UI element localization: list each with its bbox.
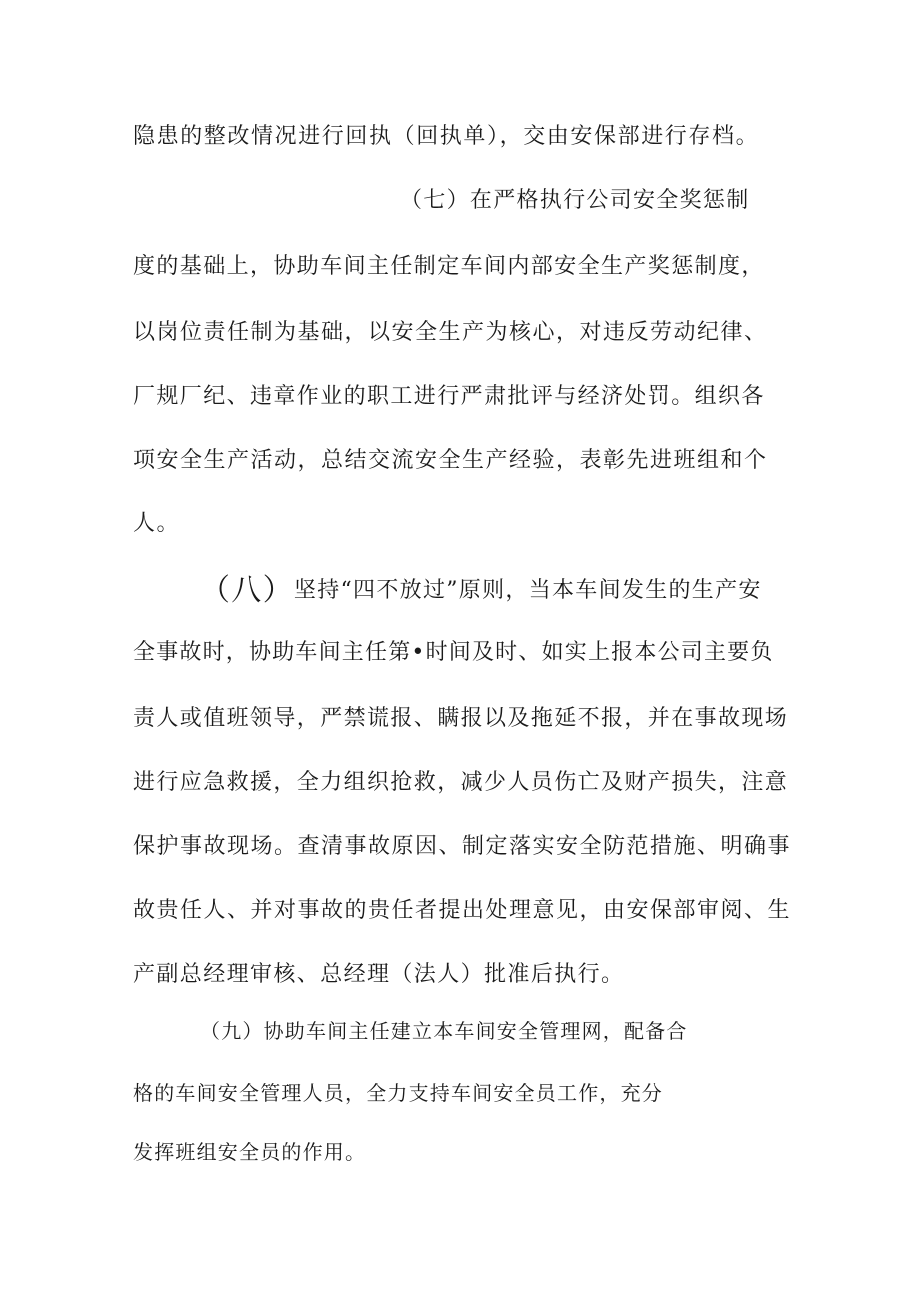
- paragraph-line: 进行应急救援，全力组织抢救，减少人员伤亡及财产损失，注意: [133, 770, 789, 795]
- paragraph-line: 全事故时，协助车间主任第•时间及时、如实上报本公司主要负: [133, 640, 774, 665]
- paragraph-line: 产副总经理审核、总经理（法人）批准后执行。: [133, 962, 625, 987]
- section-8-marker: （八）: [200, 573, 294, 608]
- paragraph-line: 隐患的整改情况进行回执（回执单），交由安保部进行存档。: [133, 124, 760, 149]
- paragraph-line: 保护事故现场。查清事故原因、制定落实安全防范措施、明确事: [133, 834, 792, 859]
- paragraph-line: 人。: [133, 511, 181, 536]
- paragraph-line: 厂规厂纪、违章作业的职工进行严肃批评与经济处罚。组织各: [133, 384, 765, 409]
- paragraph-line: 格的车间安全管理人员，全力支持车间安全员工作，充分: [133, 1081, 663, 1105]
- paragraph-line: 以岗位责任制为基础，以安全生产为核心，对违反劳动纪律、: [133, 320, 768, 345]
- section-9-heading-line: （九）协助车间主任建立本车间安全管理网，配备合: [200, 1019, 688, 1043]
- section-7-heading-line: （七）在严格执行公司安全奖惩制: [400, 188, 750, 213]
- section-8-text: 坚持“四不放过”原则，当本车间发生的生产安: [293, 578, 762, 603]
- paragraph-line: 责人或值班领导，严禁谎报、瞒报以及拖延不报，并在事故现场: [133, 706, 789, 731]
- paragraph-line: 度的基础上，协助车间主任制定车间内部安全生产奖惩制度，: [133, 254, 765, 279]
- paragraph-line: 项安全生产活动，总结交流安全生产经验，表彰先进班组和个: [133, 448, 768, 473]
- section-8-heading-line: [200, 573, 762, 608]
- paragraph-line: 发挥班组安全员的作用。: [133, 1140, 367, 1164]
- paragraph-line: 故贵任人、并对事故的贵任者提出处理意见，由安保部审阅、生: [133, 898, 792, 923]
